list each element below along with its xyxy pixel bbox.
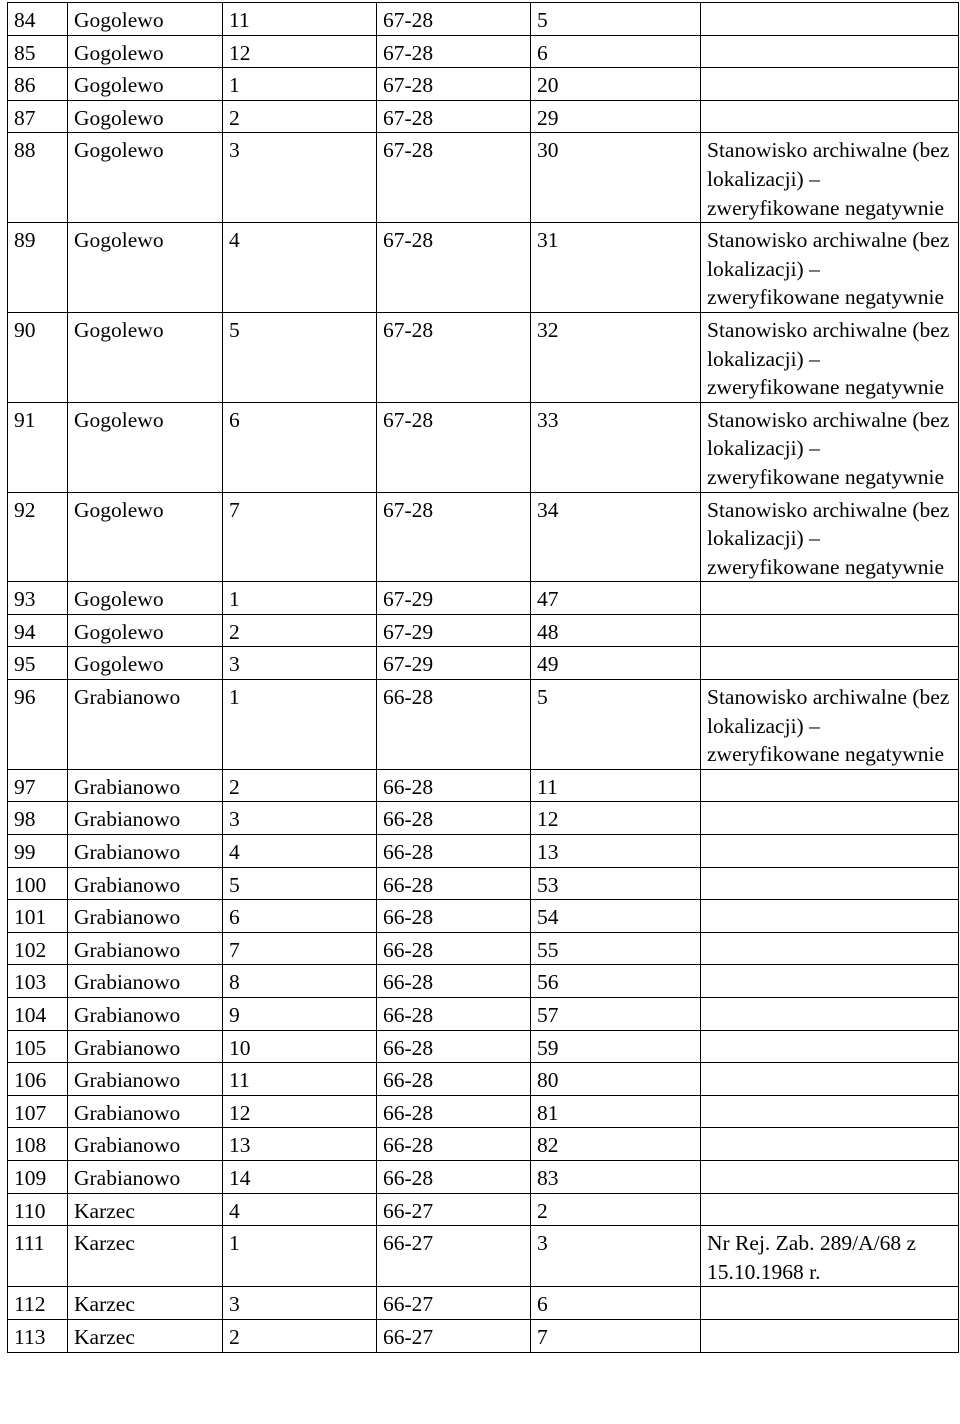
cell-lp: 93 — [8, 582, 68, 615]
cell-area-number: 5 — [531, 3, 701, 36]
table-row — [8, 100, 959, 133]
table-row — [8, 1030, 959, 1063]
table-row — [8, 680, 959, 770]
cell-azp-area: 66-27 — [377, 1226, 531, 1287]
cell-site-number: 9 — [223, 998, 377, 1031]
cell-area-number: 54 — [531, 900, 701, 933]
cell-locality: Grabianowo — [68, 835, 223, 868]
cell-azp-area: 66-28 — [377, 1095, 531, 1128]
cell-site-number: 3 — [223, 802, 377, 835]
cell-area-number: 59 — [531, 1030, 701, 1063]
cell-lp: 112 — [8, 1287, 68, 1320]
cell-locality: Grabianowo — [68, 680, 223, 770]
table-row — [8, 769, 959, 802]
cell-lp: 101 — [8, 900, 68, 933]
table-row — [8, 965, 959, 998]
cell-remarks — [701, 68, 959, 101]
cell-azp-area: 66-28 — [377, 1030, 531, 1063]
cell-remarks — [701, 867, 959, 900]
cell-area-number: 2 — [531, 1193, 701, 1226]
cell-area-number: 7 — [531, 1319, 701, 1352]
cell-site-number: 10 — [223, 1030, 377, 1063]
cell-remarks — [701, 802, 959, 835]
cell-locality: Gogolewo — [68, 582, 223, 615]
cell-remarks — [701, 835, 959, 868]
cell-lp: 113 — [8, 1319, 68, 1352]
cell-area-number: 6 — [531, 1287, 701, 1320]
cell-locality: Gogolewo — [68, 3, 223, 36]
cell-site-number: 2 — [223, 614, 377, 647]
cell-locality: Gogolewo — [68, 100, 223, 133]
cell-remarks — [701, 1030, 959, 1063]
cell-remarks: Stanowisko archiwalne (bez lokalizacji) – zweryfikowane negatywnie — [701, 223, 959, 313]
cell-remarks — [701, 100, 959, 133]
cell-azp-area: 67-28 — [377, 133, 531, 223]
cell-lp: 103 — [8, 965, 68, 998]
table-row — [8, 867, 959, 900]
cell-lp: 102 — [8, 932, 68, 965]
cell-azp-area: 67-28 — [377, 312, 531, 402]
cell-locality: Grabianowo — [68, 802, 223, 835]
cell-area-number: 55 — [531, 932, 701, 965]
cell-lp: 111 — [8, 1226, 68, 1287]
cell-area-number: 6 — [531, 35, 701, 68]
cell-remarks — [701, 965, 959, 998]
cell-locality: Grabianowo — [68, 1063, 223, 1096]
cell-remarks — [701, 3, 959, 36]
cell-locality: Grabianowo — [68, 1128, 223, 1161]
cell-remarks — [701, 769, 959, 802]
cell-remarks: Stanowisko archiwalne (bez lokalizacji) – zweryfikowane negatywnie — [701, 133, 959, 223]
cell-area-number: 33 — [531, 402, 701, 492]
cell-lp: 98 — [8, 802, 68, 835]
cell-remarks — [701, 1287, 959, 1320]
cell-locality: Grabianowo — [68, 900, 223, 933]
cell-locality: Gogolewo — [68, 133, 223, 223]
table-row — [8, 647, 959, 680]
cell-remarks — [701, 998, 959, 1031]
cell-locality: Karzec — [68, 1226, 223, 1287]
cell-azp-area: 66-28 — [377, 932, 531, 965]
cell-lp: 110 — [8, 1193, 68, 1226]
cell-area-number: 82 — [531, 1128, 701, 1161]
cell-remarks — [701, 1063, 959, 1096]
cell-locality: Grabianowo — [68, 1095, 223, 1128]
cell-area-number: 83 — [531, 1160, 701, 1193]
cell-azp-area: 66-28 — [377, 998, 531, 1031]
cell-locality: Gogolewo — [68, 492, 223, 582]
cell-lp: 107 — [8, 1095, 68, 1128]
cell-locality: Karzec — [68, 1193, 223, 1226]
table-row — [8, 932, 959, 965]
cell-lp: 89 — [8, 223, 68, 313]
cell-lp: 94 — [8, 614, 68, 647]
cell-azp-area: 66-27 — [377, 1319, 531, 1352]
cell-site-number: 1 — [223, 582, 377, 615]
cell-remarks: Stanowisko archiwalne (bez lokalizacji) – zweryfikowane negatywnie — [701, 680, 959, 770]
cell-lp: 100 — [8, 867, 68, 900]
table-row — [8, 133, 959, 223]
cell-locality: Grabianowo — [68, 998, 223, 1031]
table-body — [8, 3, 959, 1353]
cell-locality: Gogolewo — [68, 35, 223, 68]
table-row — [8, 1128, 959, 1161]
table-row — [8, 1160, 959, 1193]
cell-azp-area: 67-28 — [377, 402, 531, 492]
cell-lp: 96 — [8, 680, 68, 770]
cell-azp-area: 66-28 — [377, 680, 531, 770]
cell-area-number: 3 — [531, 1226, 701, 1287]
cell-lp: 99 — [8, 835, 68, 868]
cell-remarks — [701, 1128, 959, 1161]
table-row — [8, 492, 959, 582]
table-row — [8, 68, 959, 101]
table-row — [8, 614, 959, 647]
cell-locality: Gogolewo — [68, 614, 223, 647]
cell-site-number: 4 — [223, 223, 377, 313]
cell-locality: Gogolewo — [68, 68, 223, 101]
cell-azp-area: 67-28 — [377, 35, 531, 68]
table-row — [8, 1063, 959, 1096]
cell-area-number: 81 — [531, 1095, 701, 1128]
cell-area-number: 20 — [531, 68, 701, 101]
cell-locality: Karzec — [68, 1319, 223, 1352]
cell-remarks — [701, 1095, 959, 1128]
cell-locality: Grabianowo — [68, 1030, 223, 1063]
cell-area-number: 48 — [531, 614, 701, 647]
cell-azp-area: 66-28 — [377, 1063, 531, 1096]
cell-azp-area: 66-28 — [377, 867, 531, 900]
cell-remarks: Stanowisko archiwalne (bez lokalizacji) – zweryfikowane negatywnie — [701, 492, 959, 582]
cell-azp-area: 67-29 — [377, 647, 531, 680]
cell-locality: Gogolewo — [68, 312, 223, 402]
cell-area-number: 12 — [531, 802, 701, 835]
cell-area-number: 29 — [531, 100, 701, 133]
sites-table — [7, 2, 959, 1353]
cell-azp-area: 66-28 — [377, 1160, 531, 1193]
cell-lp: 85 — [8, 35, 68, 68]
table-row — [8, 402, 959, 492]
cell-site-number: 3 — [223, 1287, 377, 1320]
cell-lp: 104 — [8, 998, 68, 1031]
cell-site-number: 2 — [223, 100, 377, 133]
cell-remarks — [701, 647, 959, 680]
cell-lp: 84 — [8, 3, 68, 36]
table-row — [8, 582, 959, 615]
cell-azp-area: 67-29 — [377, 582, 531, 615]
table-row — [8, 900, 959, 933]
cell-lp: 87 — [8, 100, 68, 133]
cell-area-number: 11 — [531, 769, 701, 802]
cell-remarks: Stanowisko archiwalne (bez lokalizacji) – zweryfikowane negatywnie — [701, 312, 959, 402]
cell-remarks — [701, 614, 959, 647]
cell-azp-area: 66-28 — [377, 835, 531, 868]
cell-azp-area: 66-28 — [377, 802, 531, 835]
table-row — [8, 835, 959, 868]
cell-area-number: 30 — [531, 133, 701, 223]
cell-remarks — [701, 900, 959, 933]
cell-site-number: 12 — [223, 35, 377, 68]
cell-lp: 95 — [8, 647, 68, 680]
cell-locality: Gogolewo — [68, 402, 223, 492]
cell-lp: 88 — [8, 133, 68, 223]
cell-site-number: 8 — [223, 965, 377, 998]
cell-remarks: Nr Rej. Zab. 289/A/68 z 15.10.1968 r. — [701, 1226, 959, 1287]
table-row — [8, 223, 959, 313]
cell-site-number: 4 — [223, 835, 377, 868]
cell-area-number: 80 — [531, 1063, 701, 1096]
cell-locality: Gogolewo — [68, 223, 223, 313]
cell-lp: 90 — [8, 312, 68, 402]
cell-azp-area: 67-29 — [377, 614, 531, 647]
table-row — [8, 1193, 959, 1226]
cell-area-number: 53 — [531, 867, 701, 900]
cell-lp: 105 — [8, 1030, 68, 1063]
cell-remarks — [701, 1319, 959, 1352]
cell-area-number: 13 — [531, 835, 701, 868]
cell-site-number: 1 — [223, 1226, 377, 1287]
cell-locality: Grabianowo — [68, 769, 223, 802]
cell-azp-area: 66-28 — [377, 769, 531, 802]
cell-site-number: 6 — [223, 900, 377, 933]
cell-azp-area: 67-28 — [377, 3, 531, 36]
cell-site-number: 14 — [223, 1160, 377, 1193]
cell-site-number: 12 — [223, 1095, 377, 1128]
cell-locality: Grabianowo — [68, 965, 223, 998]
cell-area-number: 31 — [531, 223, 701, 313]
cell-locality: Grabianowo — [68, 867, 223, 900]
cell-lp: 97 — [8, 769, 68, 802]
cell-site-number: 1 — [223, 680, 377, 770]
cell-site-number: 5 — [223, 867, 377, 900]
table-row — [8, 1319, 959, 1352]
cell-azp-area: 67-28 — [377, 223, 531, 313]
cell-remarks — [701, 35, 959, 68]
cell-area-number: 5 — [531, 680, 701, 770]
cell-area-number: 47 — [531, 582, 701, 615]
cell-locality: Grabianowo — [68, 932, 223, 965]
table-row — [8, 35, 959, 68]
cell-azp-area: 67-28 — [377, 492, 531, 582]
cell-site-number: 3 — [223, 647, 377, 680]
cell-lp: 109 — [8, 1160, 68, 1193]
cell-lp: 91 — [8, 402, 68, 492]
cell-remarks: Stanowisko archiwalne (bez lokalizacji) – zweryfikowane negatywnie — [701, 402, 959, 492]
cell-area-number: 56 — [531, 965, 701, 998]
cell-area-number: 34 — [531, 492, 701, 582]
cell-site-number: 13 — [223, 1128, 377, 1161]
cell-azp-area: 66-28 — [377, 1128, 531, 1161]
cell-site-number: 2 — [223, 769, 377, 802]
cell-site-number: 11 — [223, 3, 377, 36]
cell-lp: 86 — [8, 68, 68, 101]
cell-azp-area: 67-28 — [377, 68, 531, 101]
cell-remarks — [701, 582, 959, 615]
cell-azp-area: 66-27 — [377, 1193, 531, 1226]
cell-remarks — [701, 932, 959, 965]
cell-locality: Gogolewo — [68, 647, 223, 680]
cell-azp-area: 66-28 — [377, 965, 531, 998]
cell-site-number: 1 — [223, 68, 377, 101]
table-row — [8, 802, 959, 835]
cell-locality: Karzec — [68, 1287, 223, 1320]
cell-site-number: 7 — [223, 932, 377, 965]
cell-site-number: 3 — [223, 133, 377, 223]
cell-lp: 106 — [8, 1063, 68, 1096]
cell-site-number: 5 — [223, 312, 377, 402]
cell-azp-area: 67-28 — [377, 100, 531, 133]
cell-lp: 92 — [8, 492, 68, 582]
table-row — [8, 1095, 959, 1128]
cell-site-number: 6 — [223, 402, 377, 492]
cell-azp-area: 66-28 — [377, 900, 531, 933]
table-row — [8, 1226, 959, 1287]
table-row — [8, 998, 959, 1031]
table-row — [8, 312, 959, 402]
cell-remarks — [701, 1160, 959, 1193]
cell-locality: Grabianowo — [68, 1160, 223, 1193]
cell-site-number: 11 — [223, 1063, 377, 1096]
cell-site-number: 4 — [223, 1193, 377, 1226]
cell-remarks — [701, 1193, 959, 1226]
cell-area-number: 49 — [531, 647, 701, 680]
cell-site-number: 2 — [223, 1319, 377, 1352]
table-row — [8, 3, 959, 36]
cell-area-number: 57 — [531, 998, 701, 1031]
cell-area-number: 32 — [531, 312, 701, 402]
cell-lp: 108 — [8, 1128, 68, 1161]
cell-site-number: 7 — [223, 492, 377, 582]
table-row — [8, 1287, 959, 1320]
cell-azp-area: 66-27 — [377, 1287, 531, 1320]
